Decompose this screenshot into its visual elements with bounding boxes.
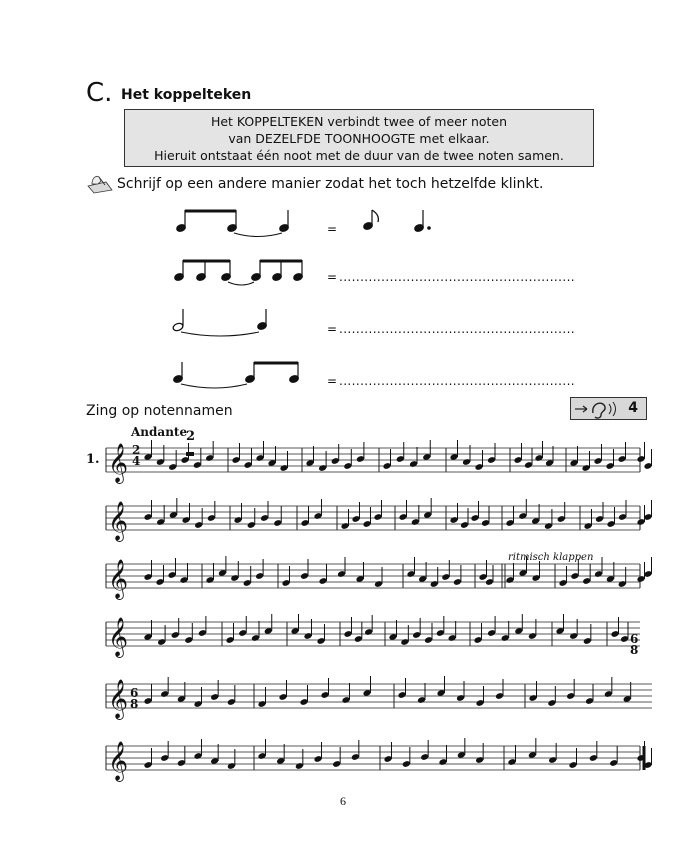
- note-head: [156, 578, 165, 586]
- note-head: [420, 753, 429, 761]
- note-head: [529, 694, 538, 702]
- note-head: [234, 516, 243, 524]
- note-head: [594, 570, 603, 578]
- note-head: [548, 756, 557, 764]
- note-head: [273, 519, 282, 527]
- equals-sign: =: [327, 270, 338, 284]
- note-head: [479, 573, 488, 581]
- note-head: [417, 696, 426, 704]
- note-head: [501, 634, 510, 642]
- note-head: [314, 755, 323, 763]
- note-head: [156, 518, 165, 526]
- note-head: [144, 453, 153, 461]
- note-head: [321, 691, 330, 699]
- answer-blank[interactable]: ........................................................: [339, 374, 576, 388]
- note-head: [618, 580, 627, 588]
- page-number: 6: [340, 794, 346, 808]
- note-head: [519, 569, 528, 577]
- note-head: [620, 635, 629, 643]
- note-head: [644, 462, 653, 470]
- note-head: [460, 521, 469, 529]
- note-head: [255, 572, 264, 580]
- note-head: [205, 454, 214, 462]
- note-head: [462, 458, 471, 466]
- note-head: [637, 754, 646, 762]
- note-head: [585, 697, 594, 705]
- note-head: [227, 762, 236, 770]
- note-head: [232, 456, 241, 464]
- sing-heading: Zing op notennamen: [86, 403, 233, 419]
- note-head: [356, 455, 365, 463]
- note-head: [144, 761, 153, 769]
- time-signature-change: 6 8: [630, 632, 639, 657]
- treble-clef-icon: 𝄞: [108, 679, 129, 719]
- section-letter: C.: [86, 78, 113, 108]
- note-head: [337, 570, 346, 578]
- note-head: [227, 698, 236, 706]
- note-head: [168, 463, 177, 471]
- note-head: [531, 517, 540, 525]
- note-head: [418, 575, 427, 583]
- note-head: [168, 571, 177, 579]
- treble-clef-icon: 𝄞: [108, 501, 129, 541]
- writing-hand-icon: [86, 172, 114, 194]
- note-head: [306, 459, 315, 467]
- note-head: [244, 461, 253, 469]
- note-head: [364, 628, 373, 636]
- note-head: [595, 515, 604, 523]
- note-head: [282, 579, 291, 587]
- note-head: [450, 453, 459, 461]
- note-head: [256, 454, 265, 462]
- rhythm-row-1: [176, 210, 431, 237]
- note-head: [618, 455, 627, 463]
- note-head: [144, 573, 153, 581]
- note-head: [198, 629, 207, 637]
- note-head: [437, 689, 446, 697]
- note-head: [495, 692, 504, 700]
- note-head: [177, 759, 186, 767]
- note-head: [407, 570, 416, 578]
- note-head: [430, 580, 439, 588]
- note-head: [304, 632, 313, 640]
- note-head: [342, 696, 351, 704]
- section-title: Het koppelteken: [121, 87, 252, 103]
- note-head: [485, 578, 494, 586]
- note-head: [570, 459, 579, 467]
- note-head: [258, 700, 267, 708]
- answer-blank[interactable]: ........................................................: [339, 270, 576, 284]
- note-head: [268, 459, 277, 467]
- note-head: [532, 574, 541, 582]
- note-head: [475, 756, 484, 764]
- multi-rest: [186, 452, 194, 456]
- note-head: [300, 698, 309, 706]
- time-signature: 2 4: [132, 443, 141, 468]
- note-head: [487, 456, 496, 464]
- note-head: [260, 514, 269, 522]
- note-head: [276, 757, 285, 765]
- note-head: [181, 456, 190, 464]
- note-head: [422, 453, 431, 461]
- equals-sign: =: [327, 222, 338, 236]
- info-line-2: van DEZELFDE TOONHOOGTE met elkaar.: [228, 131, 490, 146]
- note-head: [295, 762, 304, 770]
- note-head: [412, 631, 421, 639]
- note-head: [594, 457, 603, 465]
- note-head: [569, 632, 578, 640]
- equals-sign: =: [327, 374, 338, 388]
- note-head: [243, 579, 252, 587]
- note-head: [518, 512, 527, 520]
- note-head: [637, 518, 646, 526]
- note-head: [606, 462, 615, 470]
- note-head: [566, 692, 575, 700]
- note-head: [644, 761, 653, 769]
- note-head: [343, 462, 352, 470]
- note-head: [457, 751, 466, 759]
- note-head: [618, 513, 627, 521]
- note-head: [569, 761, 578, 769]
- answer-blank[interactable]: ........................................................: [339, 322, 576, 336]
- note-head: [160, 754, 169, 762]
- note-head: [400, 638, 409, 646]
- info-box: [124, 109, 594, 167]
- note-head: [206, 576, 215, 584]
- audio-track-box[interactable]: [570, 397, 647, 420]
- note-head: [317, 637, 326, 645]
- note-head: [144, 633, 153, 641]
- note-head: [363, 520, 372, 528]
- multi-rest-count: 2: [186, 429, 196, 444]
- note-head: [584, 522, 593, 530]
- note-head: [514, 627, 523, 635]
- note-head: [583, 637, 592, 645]
- note-head: [508, 758, 517, 766]
- note-head: [383, 462, 392, 470]
- exercise-instruction: Schrijf op een andere manier zodat het toch hetzelfde klinkt.: [117, 176, 544, 192]
- note-head: [547, 699, 556, 707]
- note-head: [582, 577, 591, 585]
- note-head: [506, 519, 515, 527]
- note-head: [194, 700, 203, 708]
- note-head: [476, 699, 485, 707]
- note-head: [524, 461, 533, 469]
- note-head: [582, 464, 591, 472]
- note-head: [374, 513, 383, 521]
- note-head: [609, 759, 618, 767]
- note-head: [331, 457, 340, 465]
- time-signature: 6 8: [130, 686, 139, 711]
- note-head: [144, 513, 153, 521]
- note-head: [251, 634, 260, 642]
- note-head: [344, 630, 353, 638]
- note-head: [481, 519, 490, 527]
- info-line-3: Hieruit ontstaat één noot met de duur van de twee noten samen.: [154, 148, 564, 163]
- note-head: [506, 576, 515, 584]
- note-head: [300, 572, 309, 580]
- note-head: [528, 632, 537, 640]
- note-head: [456, 694, 465, 702]
- note-head: [424, 636, 433, 644]
- note-head: [389, 633, 398, 641]
- note-head: [374, 580, 383, 588]
- note-head: [474, 636, 483, 644]
- rhythm-row-3: [172, 309, 267, 336]
- note-head: [332, 760, 341, 768]
- tempo-marking: Andante: [131, 425, 188, 439]
- note-head: [301, 519, 310, 527]
- note-head: [471, 514, 480, 522]
- note-head: [354, 635, 363, 643]
- note-head: [352, 515, 361, 523]
- note-head: [144, 697, 153, 705]
- rhythm-row-4: [173, 362, 300, 388]
- clap-label: ritmisch klappen: [508, 552, 594, 563]
- note-head: [637, 455, 646, 463]
- exercise-number: 1.: [86, 452, 100, 467]
- note-head: [544, 522, 553, 530]
- track-number: 4: [628, 400, 638, 416]
- note-head: [180, 576, 189, 584]
- note-head: [314, 512, 323, 520]
- note-head: [363, 689, 372, 697]
- treble-clef-icon: 𝄞: [108, 443, 129, 483]
- note-head: [411, 518, 420, 526]
- treble-clef-icon: 𝄞: [108, 617, 129, 657]
- note-head: [238, 629, 247, 637]
- equals-sign: =: [327, 322, 338, 336]
- note-head: [644, 513, 653, 521]
- note-head: [623, 695, 632, 703]
- note-head: [475, 463, 484, 471]
- note-head: [291, 627, 300, 635]
- note-head: [604, 690, 613, 698]
- note-head: [398, 691, 407, 699]
- note-head: [453, 578, 462, 586]
- note-head: [396, 455, 405, 463]
- note-head: [450, 516, 459, 524]
- note-head: [319, 577, 328, 585]
- note-head: [556, 627, 565, 635]
- note-head: [193, 461, 202, 469]
- note-head: [637, 575, 646, 583]
- note-head: [535, 454, 544, 462]
- note-head: [589, 754, 598, 762]
- note-head: [247, 521, 256, 529]
- note-head: [528, 751, 537, 759]
- treble-clef-icon: 𝄞: [108, 741, 129, 781]
- note-head: [545, 459, 554, 467]
- note-head: [399, 513, 408, 521]
- note-head: [611, 630, 620, 638]
- note-head: [409, 460, 418, 468]
- note-head: [157, 638, 166, 646]
- note-head: [280, 464, 289, 472]
- note-head: [559, 579, 568, 587]
- note-head: [351, 753, 360, 761]
- note-head: [279, 693, 288, 701]
- note-head: [436, 629, 445, 637]
- note-head: [607, 520, 616, 528]
- note-head: [402, 760, 411, 768]
- note-head: [182, 516, 191, 524]
- note-head: [264, 627, 273, 635]
- note-head: [184, 636, 193, 644]
- note-head: [441, 573, 450, 581]
- note-head: [570, 572, 579, 580]
- note-head: [606, 575, 615, 583]
- note-head: [644, 570, 653, 578]
- note-head: [341, 522, 350, 530]
- note-head: [210, 693, 219, 701]
- note-head: [194, 521, 203, 529]
- note-head: [160, 690, 169, 698]
- note-head: [171, 631, 180, 639]
- note-head: [557, 515, 566, 523]
- note-head: [210, 757, 219, 765]
- note-head: [439, 758, 448, 766]
- note-head: [226, 636, 235, 644]
- note-head: [448, 634, 457, 642]
- note-head: [514, 456, 523, 464]
- treble-clef-icon: 𝄞: [108, 559, 129, 599]
- note-head: [384, 755, 393, 763]
- note-head: [194, 752, 203, 760]
- note-head: [169, 511, 178, 519]
- info-line-1: Het KOPPELTEKEN verbindt twee of meer noten: [210, 114, 508, 129]
- note-head: [207, 514, 216, 522]
- note-head: [230, 574, 239, 582]
- note-head: [218, 569, 227, 577]
- note-head: [177, 695, 186, 703]
- note-head: [423, 511, 432, 519]
- note-head: [258, 752, 267, 760]
- note-head: [318, 464, 327, 472]
- note-head: [356, 575, 365, 583]
- note-head: [156, 458, 165, 466]
- note-head: [487, 629, 496, 637]
- rhythm-row-2: [174, 260, 304, 285]
